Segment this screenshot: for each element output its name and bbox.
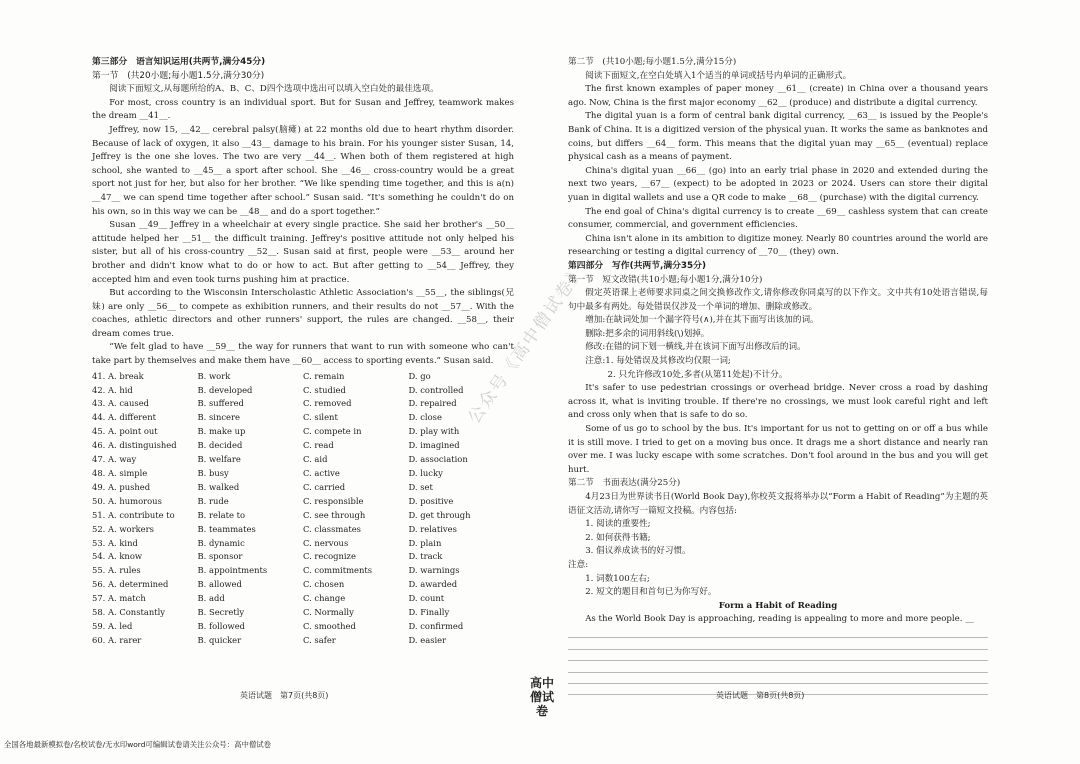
option-cell: D. get through [408, 509, 471, 520]
option-row [92, 384, 514, 398]
option-cell: B. busy [197, 468, 229, 478]
option-cell: B. sincere [197, 412, 240, 423]
writing-line[interactable] [568, 650, 988, 661]
writing-lines [568, 627, 988, 695]
point-item: 3. 倡议养成读书的好习惯。 [585, 546, 691, 557]
option-cell: C. chosen [303, 579, 345, 590]
option-row [92, 606, 514, 620]
option-row [92, 592, 514, 606]
passage-paragraph: The first known examples of paper money __61__ (create) in China over a thousand years ago. Now, China is the first major economy __62__ (produce) and distribute a digital currency. [568, 84, 988, 108]
writing-line[interactable] [568, 627, 988, 638]
option-cell: 43. A. caused [92, 398, 150, 409]
option-row [92, 370, 514, 384]
section-title: 第三部分 语言知识运用(共两节,满分45分) [92, 57, 266, 67]
option-cell: 58. A. Constantly [92, 607, 166, 618]
option-cell: D. track [408, 551, 443, 562]
option-cell: B. make up [197, 426, 246, 437]
right-column [568, 56, 988, 695]
option-cell: B. decided [197, 440, 243, 451]
section-1-instruction: 阅读下面短文,从每题所给的A、B、C、D四个选项中选出可以填入空白处的最佳选项。 [109, 84, 439, 95]
option-cell: B. work [197, 370, 231, 381]
passage-paragraph: Susan __49__ Jeffrey in a wheelchair at every single practice. She said her brother's __50__ attitude helped her __51__ the difficult training. Jeffrey's positive attitude not only helped his sister, but all of his cross-country __52__. Susan said at first, people were __53__ around her brother and didn't know what to do or how to act. But after getting to __54__ Jeffrey, they accepted him and even took turns pushing him at practice. [92, 220, 514, 285]
option-cell: 45. A. point out [92, 426, 158, 437]
option-cell: 51. A. contribute to [92, 509, 175, 520]
essay-start: As the World Book Day is approaching, reading is appealing to more and more people. __ [585, 614, 974, 625]
option-cell: D. go [408, 370, 431, 381]
option-row [92, 523, 514, 537]
option-cell: 44. A. different [92, 412, 157, 423]
option-cell: D. relatives [408, 523, 457, 534]
section-1-title: 第一节 (共20小题;每小题1.5分,满分30分) [92, 70, 265, 81]
option-row [92, 620, 514, 634]
option-cell: D. count [408, 593, 445, 604]
option-cell: B. teammates [197, 523, 256, 534]
rule-line: 删除:把多余的词用斜线(\)划掉。 [585, 328, 710, 339]
option-cell: 52. A. workers [92, 523, 154, 534]
option-cell: C. Normally [303, 607, 354, 618]
option-row [92, 453, 514, 467]
correction-paragraph: Some of us go to school by the bus. It's important for us not to getting on or off a bus while it is still move. I tried to get on a moving bus once. It drags me a short distance and nearly ran over me. I was lucky escape with some scratches. Don't fool around in the bus and you will get hurt. [568, 424, 988, 475]
option-cell: D. easier [408, 634, 447, 645]
passage-paragraph: Jeffrey, now 15, __42__ cerebral palsy(脑瘫) at 22 months old due to heart rhythm disorder. Because of lack of oxygen, it also __43__ damage to his brain. For his younger sister Susan, 14, Jeffrey is the one she loves. The two are very __44__. When both of them registered at high school, she wanted to __45__ a sport after school. She __46__ cross-country would be a great sport not just for her, but also for her brother. “We like spending time together, and this is a(n) __47__ we can spend time together after school.” Susan said. “It's something he couldn't do on his own, so in this way we can be __48__ and do a sport together.” [92, 124, 514, 217]
option-cell: 60. A. rarer [92, 634, 142, 645]
option-cell: 42. A. hid [92, 384, 133, 395]
part-4-section-2-instruction: 4月23日为世界读书日(World Book Day),你校英文报将举办以“Form a Habit of Reading”为主题的英语征文活动,请你写一篇短文投稿。内容包括: [568, 492, 988, 516]
option-cell: D. awarded [408, 579, 458, 590]
option-cell: B. add [197, 593, 225, 604]
option-cell: D. play with [408, 426, 460, 437]
section-2-title: 第二节 (共10小题;每小题1.5分,满分15分) [568, 57, 737, 67]
option-cell: B. quicker [197, 634, 242, 645]
option-row [92, 439, 514, 453]
option-row [92, 481, 514, 495]
option-cell: B. walked [197, 481, 240, 492]
option-cell: D. controlled [408, 384, 464, 395]
option-cell: 46. A. distinguished [92, 440, 177, 451]
passage-paragraph: China's digital yuan __66__ (go) into an early trial phase in 2020 and extended during the next two years, __67__ (expect) to be adopted in 2023 or 2024. Users can store their digital yuan in digital wallets and use a QR code to make __68__ (purchase) with the digital currency. [568, 165, 988, 203]
passage-paragraph: The digital yuan is a form of central bank digital currency, __63__ is issued by the People's Bank of China. It is a digitized version of the physical yuan. It works the same as banknotes and coins, but differs __64__ form. This means that the digital yuan may __65__ (eventual) replace physical cash as a means of payment. [568, 111, 988, 163]
bottom-note: 全国各地最新模拟卷/名校试卷/无水印word可编辑试卷请关注公众号：高中僧试卷 [4, 740, 272, 749]
option-cell: C. carried [303, 481, 346, 492]
section-2-instruction: 阅读下面短文,在空白处填入1个适当的单词或括号内单词的正确形式。 [585, 70, 852, 81]
passage-paragraph: “We felt glad to have __59__ the way for runners that want to run with someone who can't take part by themselves and make them have __60__ access to sporting events.” Susan said. [92, 342, 514, 367]
option-row [92, 564, 514, 578]
option-cell: B. dynamic [197, 537, 245, 548]
passage-paragraph: The end goal of China's digital currency is to create __69__ cashless system that can create consumer, commercial, and government efficiencies. [568, 206, 988, 231]
option-cell: 47. A. way [92, 454, 137, 465]
option-cell: D. confirmed [408, 620, 464, 631]
option-cell: B. suffered [197, 398, 244, 409]
option-cell: C. silent [303, 412, 338, 423]
brand-logo-seal: 高中僧试卷 [529, 676, 554, 718]
option-cell: B. relate to [197, 509, 246, 520]
option-cell: 53. A. kind [92, 537, 138, 548]
rule-line: 2. 只允许修改10处,多者(从第11处起)不计分。 [607, 369, 788, 380]
option-cell: B. Secretly [197, 607, 245, 618]
option-cell: 56. A. determined [92, 579, 169, 590]
options-table [92, 370, 514, 648]
option-row [92, 467, 514, 481]
option-cell: D. imagined [408, 440, 460, 451]
part-4-section-1-instruction: 假定英语课上老师要求同桌之间交换修改作文,请你修改你同桌写的以下作文。文中共有10处语言错误,每句中最多有两处。每处错误仅涉及一个单词的增加、删除或修改。 [568, 288, 988, 312]
option-cell: C. compete in [303, 426, 362, 437]
option-cell: 41. A. break [92, 370, 144, 381]
option-cell: D. association [408, 454, 468, 465]
option-cell: 57. A. match [92, 593, 146, 604]
rule-line: 增加:在缺词处加一个漏字符号(∧),并在其下面写出该加的词。 [585, 315, 819, 326]
part-4-title: 第四部分 写作(共两节,满分35分) [568, 260, 706, 271]
option-cell: C. recognize [303, 551, 356, 562]
option-row [92, 397, 514, 411]
option-row [92, 578, 514, 592]
part-4-section-1-title: 第一节 短文改错(共10小题;每小题1分,满分10分) [568, 274, 763, 285]
option-cell: D. set [408, 481, 433, 492]
left-column [92, 56, 514, 648]
option-cell: B. appointments [197, 565, 268, 576]
option-row [92, 550, 514, 564]
point-item: 1. 阅读的重要性; [585, 519, 651, 530]
option-row [92, 509, 514, 523]
option-cell: D. Finally [408, 607, 450, 618]
essay-title: Form a Habit of Reading [718, 600, 838, 611]
option-cell: 55. A. rules [92, 565, 141, 576]
option-cell: C. removed [303, 398, 352, 409]
point-item: 2. 如何获得书籍; [585, 532, 651, 543]
option-cell: 50. A. humorous [92, 495, 162, 506]
option-cell: 49. A. pushed [92, 481, 151, 492]
option-cell: C. classmates [303, 523, 361, 534]
option-cell: D. lucky [408, 468, 443, 478]
option-cell: C. smoothed [303, 620, 356, 631]
note-item: 2. 短文的题目和首句已为你写好。 [585, 587, 717, 598]
part-4-section-2-title: 第二节 书面表达(满分25分) [568, 478, 681, 489]
option-cell: C. remain [303, 370, 345, 381]
writing-line[interactable] [568, 638, 988, 649]
option-cell: C. commitments [303, 565, 373, 576]
writing-line[interactable] [568, 661, 988, 672]
left-page-footer: 英语试题 第7页(共8页) [240, 691, 329, 700]
option-cell: B. rude [197, 495, 229, 506]
option-cell: B. developed [197, 384, 253, 395]
rule-line: 注意:1. 每处错误及其修改均仅限一词; [585, 356, 731, 367]
rule-line: 修改:在错的词下划一横线,并在该词下面写出修改后的词。 [585, 342, 806, 353]
option-cell: C. active [303, 468, 340, 478]
option-cell: C. read [303, 440, 334, 451]
option-cell: B. followed [197, 620, 246, 631]
option-cell: B. sponsor [197, 551, 243, 562]
option-row [92, 537, 514, 551]
option-row [92, 425, 514, 439]
writing-line[interactable] [568, 673, 988, 684]
option-cell: D. plain [408, 537, 442, 548]
passage-paragraph: China isn't alone in its ambition to digitize money. Nearly 80 countries around the world are researching or testing a digital currency of __70__ (they) own. [568, 233, 989, 258]
option-cell: C. studied [303, 384, 346, 395]
option-cell: 59. A. led [92, 620, 133, 631]
option-row [92, 634, 514, 648]
option-cell: C. aid [303, 454, 328, 465]
option-row [92, 411, 514, 425]
option-cell: 48. A. simple [92, 468, 148, 478]
option-cell: B. allowed [197, 579, 242, 590]
note-item: 1. 词数100左右; [585, 573, 650, 584]
option-row [92, 495, 514, 509]
option-cell: D. warnings [408, 565, 460, 576]
option-cell: D. repaired [408, 398, 457, 409]
option-cell: C. safer [303, 634, 336, 645]
option-cell: D. close [408, 412, 442, 423]
correction-paragraph: It's safer to use pedestrian crossings or overhead bridge. Never cross a road by dashing across it, what is inviting trouble. If there're no crossings, we must look careful right and left and cross only when that is safe to do so. [568, 383, 988, 421]
option-cell: C. responsible [303, 495, 364, 506]
option-cell: 54. A. know [92, 551, 143, 562]
passage-paragraph: For most, cross country is an individual sport. But for Susan and Jeffrey, teamwork makes the dream __41__. [92, 97, 514, 122]
note-label: 注意: [568, 559, 589, 570]
option-cell: B. welfare [197, 454, 241, 465]
passage-paragraph: But according to the Wisconsin Interscholastic Athletic Association's __55__, the siblings(兄妹) are only __56__ to compete as exhibition runners, and their results do not __57__. With the coaches, athletic directors and other runners' support, the rules are changed. __58__, their dream comes true. [92, 288, 514, 339]
option-cell: D. positive [408, 495, 454, 506]
option-cell: C. see through [303, 509, 366, 520]
right-page-footer: 英语试题 第8页(共8页) [716, 691, 805, 700]
option-cell: C. change [303, 593, 346, 604]
watermark: 公众号《高中僧试卷》 [464, 260, 590, 428]
option-cell: C. nervous [303, 537, 349, 548]
